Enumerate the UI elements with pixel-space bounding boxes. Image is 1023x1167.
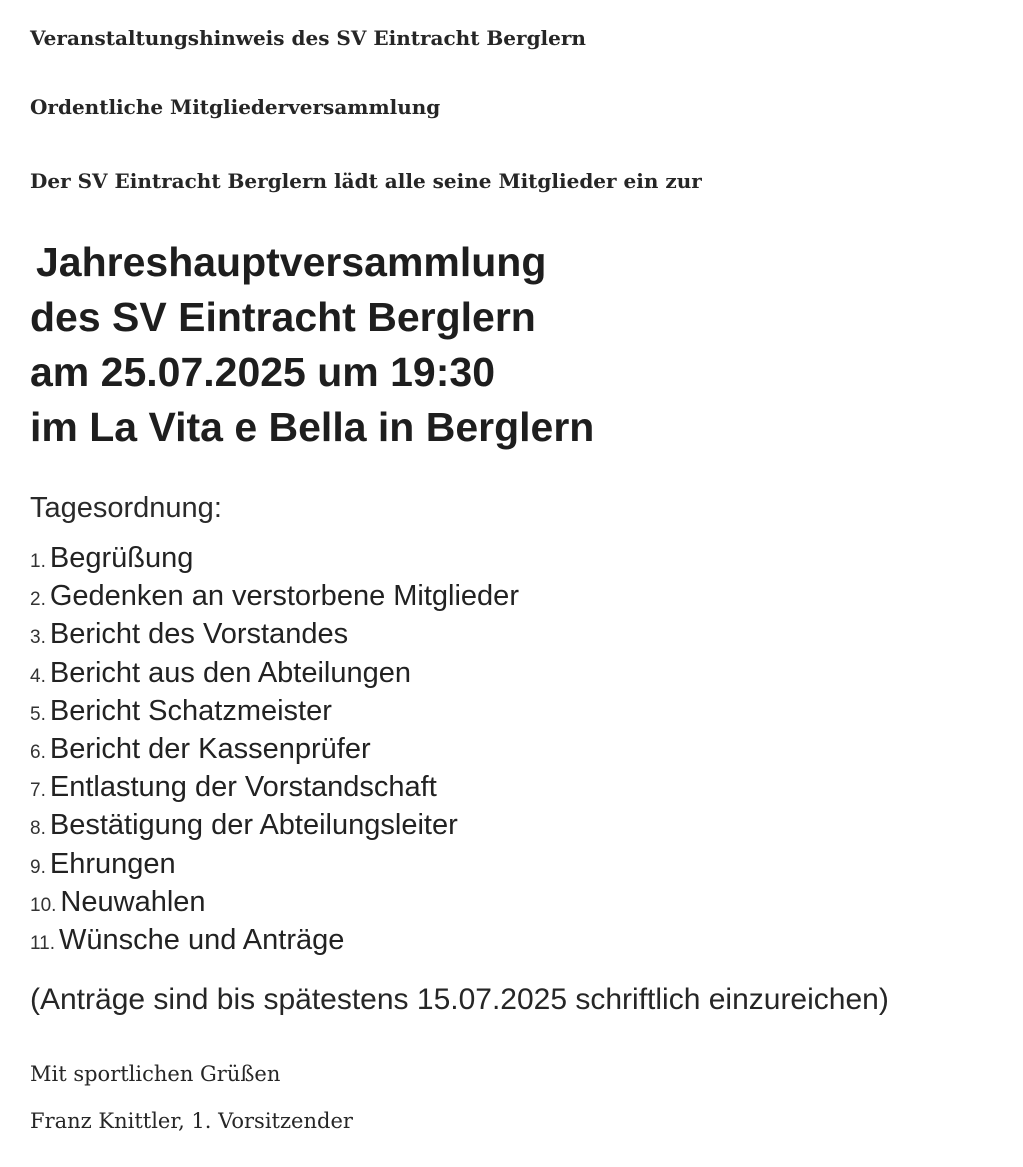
agenda-item — [30, 730, 519, 768]
notice-subheading: Ordentliche Mitgliederversammlung — [30, 95, 441, 119]
agenda-item — [30, 539, 519, 577]
headline-line-4: im La Vita e Bella in Berglern — [30, 404, 595, 450]
headline-line-1: Jahreshauptversammlung — [36, 239, 547, 285]
agenda-item-number: 9. — [30, 856, 46, 878]
agenda-item-text: Gedenken an verstorbene Mitglieder — [49, 580, 519, 613]
agenda-item-number: 11. — [30, 932, 56, 954]
agenda-item-text: Bericht Schatzmeister — [49, 694, 332, 727]
invitation-line: Der SV Eintracht Berglern lädt alle seine Mitglieder ein zur — [30, 169, 702, 193]
agenda-item — [30, 806, 519, 844]
agenda-item-text: Bericht der Kassenprüfer — [49, 732, 371, 765]
agenda-item — [30, 692, 519, 730]
agenda-item-text: Entlastung der Vorstandschaft — [49, 771, 437, 804]
agenda-item-text: Bestätigung der Abteilungsleiter — [49, 809, 458, 842]
motions-deadline-note: (Anträge sind bis spätestens 15.07.2025 schriftlich einzureichen) — [30, 983, 889, 1016]
agenda-item — [30, 883, 519, 921]
headline-line-3: am 25.07.2025 um 19:30 — [30, 349, 495, 395]
agenda-item-number: 5. — [30, 703, 46, 725]
agenda-list — [30, 539, 519, 959]
agenda-item-number: 2. — [30, 589, 46, 611]
agenda-item — [30, 845, 519, 883]
agenda-item-number: 3. — [30, 627, 46, 649]
agenda-item-number: 10. — [30, 894, 57, 916]
agenda-item-number: 6. — [30, 741, 46, 763]
signature: Franz Knittler, 1. Vorsitzender — [30, 1109, 353, 1133]
closing-greeting: Mit sportlichen Grüßen — [30, 1062, 281, 1086]
agenda-item — [30, 921, 519, 959]
agenda-item-text: Bericht des Vorstandes — [49, 618, 349, 651]
agenda-item-number: 7. — [30, 780, 46, 802]
agenda-item — [30, 768, 519, 806]
headline-line-2: des SV Eintracht Berglern — [30, 294, 536, 340]
agenda-item-number: 1. — [30, 551, 46, 572]
agenda-item-text: Bericht aus den Abteilungen — [49, 656, 412, 689]
agenda-item-number: 4. — [30, 665, 46, 687]
agenda-item-text: Wünsche und Anträge — [59, 923, 345, 956]
agenda-item-text: Ehrungen — [49, 847, 176, 880]
agenda-title: Tagesordnung: — [30, 492, 222, 524]
agenda-item — [30, 615, 519, 653]
agenda-item-number: 8. — [30, 818, 46, 840]
agenda-item-text: Begrüßung — [49, 542, 194, 574]
meeting-headline — [30, 235, 594, 455]
notice-heading: Veranstaltungshinweis des SV Eintracht Berglern — [30, 26, 586, 50]
agenda-item-text: Neuwahlen — [60, 885, 206, 918]
agenda-item — [30, 654, 519, 692]
agenda-item — [30, 577, 519, 615]
